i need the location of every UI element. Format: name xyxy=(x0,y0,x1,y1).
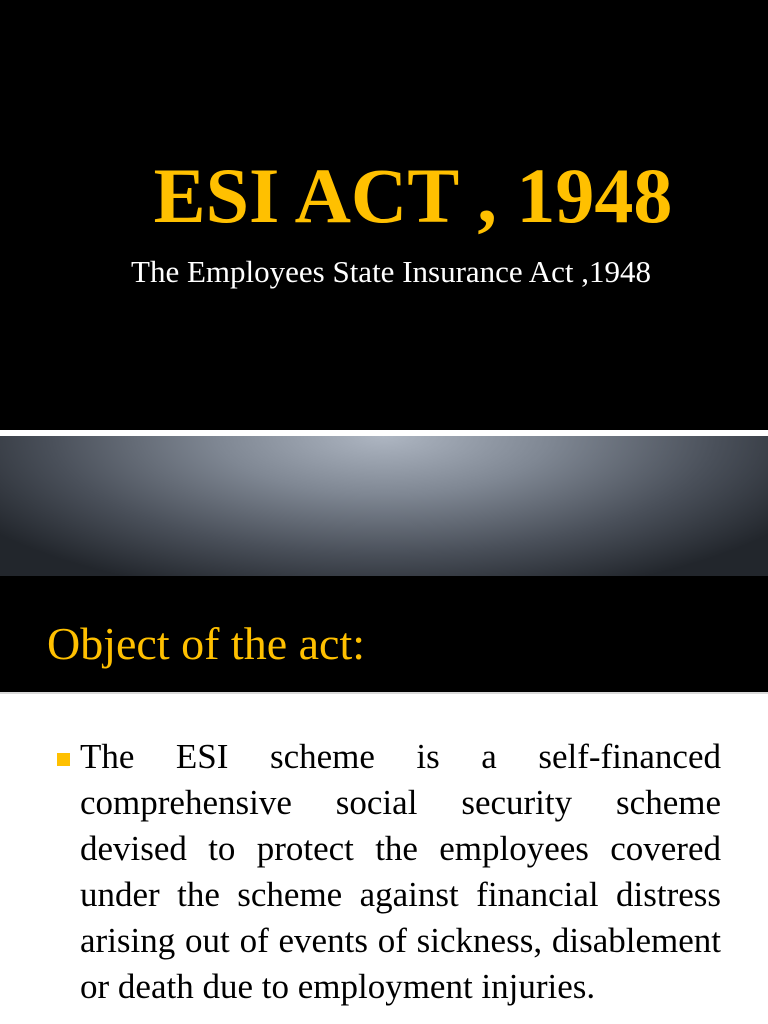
slide-header-gradient-band xyxy=(0,436,768,576)
title-slide xyxy=(0,0,768,430)
bullet-item-text: The ESI scheme is a self-financed comprehensive social security scheme devised to protect the employees covered under the scheme against financial distress arising out of events of sickness, disablement or death due to employment injuries. xyxy=(80,737,721,1006)
square-bullet-icon xyxy=(57,753,70,766)
slide-heading: Object of the act: xyxy=(47,618,366,669)
slide-subtitle: The Employees State Insurance Act ,1948 xyxy=(131,254,651,289)
slide-title: ESI ACT , 1948 xyxy=(153,152,673,239)
heading-rule xyxy=(0,692,768,704)
